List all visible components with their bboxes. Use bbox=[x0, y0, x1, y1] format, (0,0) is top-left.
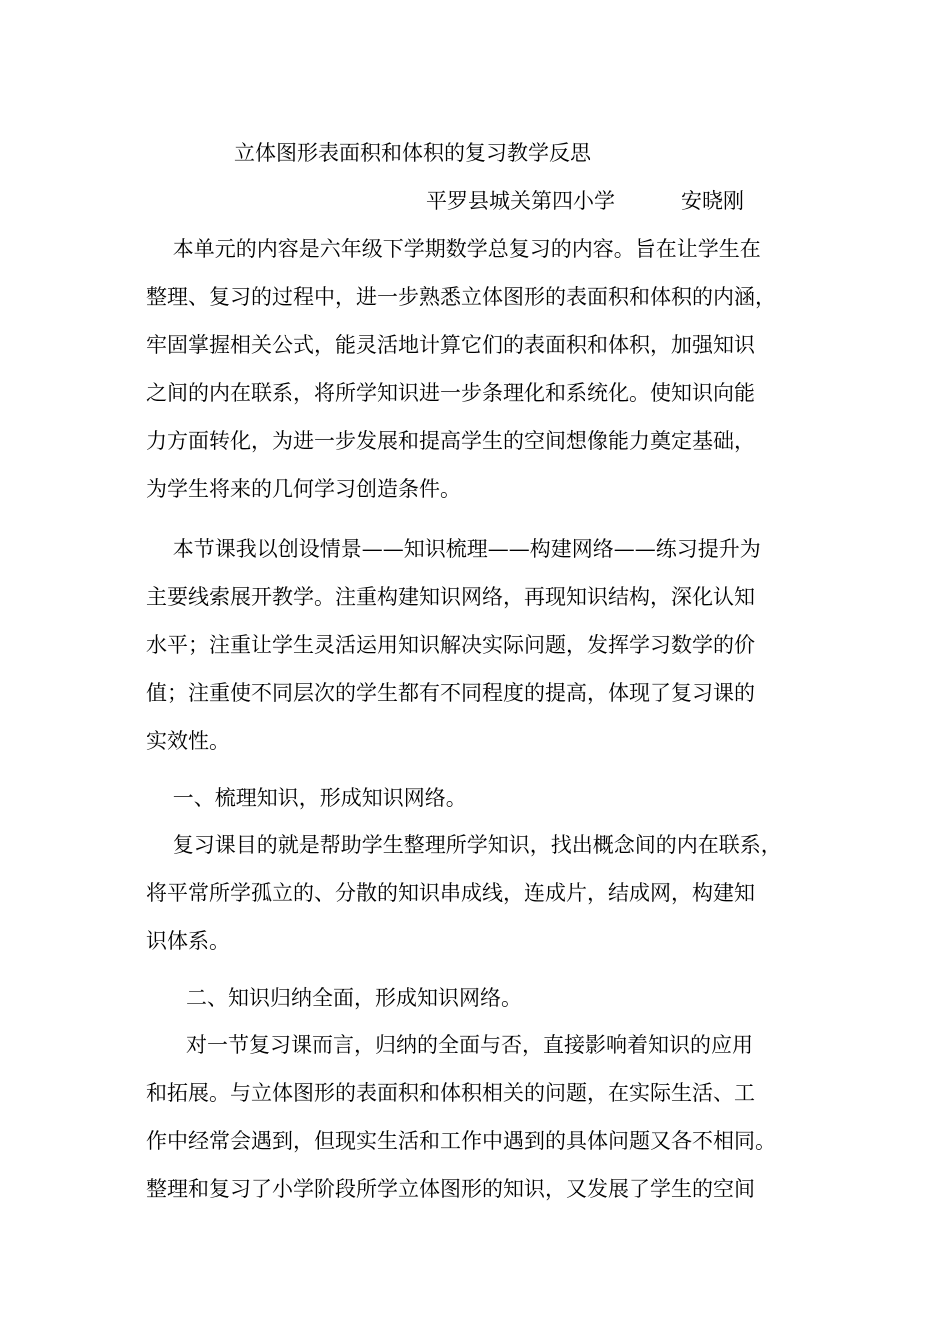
document-title: 立体图形表面积和体积的复习教学反思 bbox=[234, 141, 591, 165]
body-line: 之间的内在联系，将所学知识进一步条理化和系统化。使知识向能 bbox=[146, 381, 755, 405]
body-line: 牢固掌握相关公式，能灵活地计算它们的表面积和体积，加强知识 bbox=[146, 333, 755, 357]
body-line: 水平；注重让学生灵活运用知识解决实际问题，发挥学习数学的价 bbox=[146, 633, 755, 657]
body-line: 和拓展。与立体图形的表面积和体积相关的问题，在实际生活、工 bbox=[146, 1081, 755, 1105]
body-line: 整理、复习的过程中，进一步熟悉立体图形的表面积和体积的内涵， bbox=[146, 285, 776, 309]
body-line: 值；注重使不同层次的学生都有不同程度的提高，体现了复习课的 bbox=[146, 681, 755, 705]
body-line: 整理和复习了小学阶段所学立体图形的知识，又发展了学生的空间 bbox=[146, 1177, 755, 1201]
section-heading: 一、梳理知识，形成知识网络。 bbox=[146, 786, 467, 810]
body-line: 力方面转化，为进一步发展和提高学生的空间想像能力奠定基础， bbox=[146, 429, 755, 453]
body-line: 识体系。 bbox=[146, 929, 230, 953]
body-line: 对一节复习课而言，归纳的全面与否，直接影响着知识的应用 bbox=[146, 1033, 754, 1057]
body-line: 作中经常会遇到，但现实生活和工作中遇到的具体问题又各不相同。 bbox=[146, 1129, 776, 1153]
body-line: 实效性。 bbox=[146, 729, 230, 753]
body-line: 本单元的内容是六年级下学期数学总复习的内容。旨在让学生在 bbox=[146, 237, 761, 261]
author-school: 平罗县城关第四小学 bbox=[426, 189, 615, 213]
body-line: 复习课目的就是帮助学生整理所学知识，找出概念间的内在联系， bbox=[146, 833, 782, 857]
author-name: 安晓刚 bbox=[681, 189, 744, 213]
body-line: 主要线索展开教学。注重构建知识网络，再现知识结构，深化认知 bbox=[146, 585, 755, 609]
body-line: 将平常所学孤立的、分散的知识串成线，连成片，结成网，构建知 bbox=[146, 881, 755, 905]
author-line bbox=[426, 186, 744, 216]
section-heading: 二、知识归纳全面，形成知识网络。 bbox=[146, 986, 523, 1010]
body-line: 为学生将来的几何学习创造条件。 bbox=[146, 477, 461, 501]
body-line: 本节课我以创设情景——知识梳理——构建网络——练习提升为 bbox=[146, 537, 761, 561]
